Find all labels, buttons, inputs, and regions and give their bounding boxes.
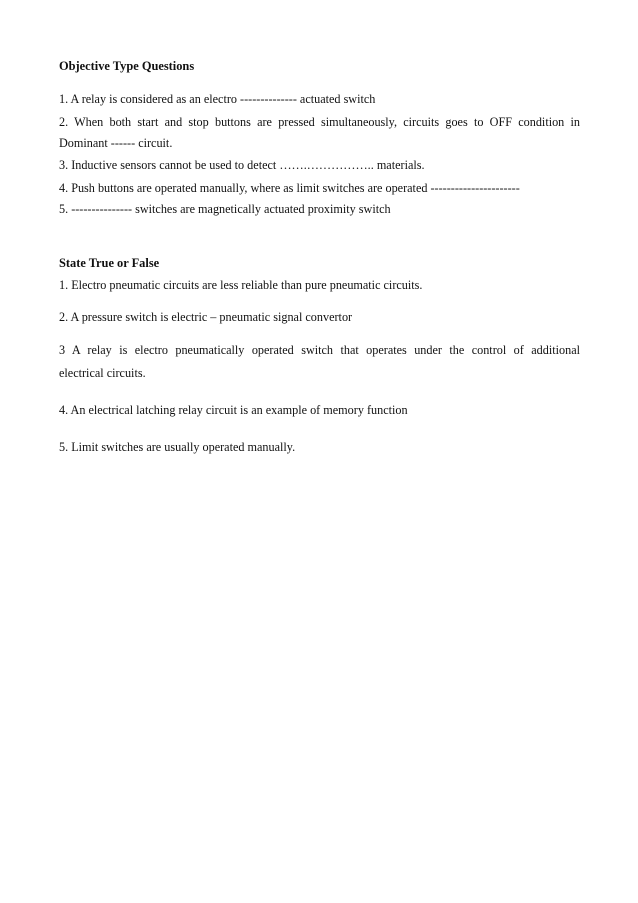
objective-question-5: 5. --------------- switches are magnetically actuated proximity switch [59,202,391,216]
objective-question-4: 4. Push buttons are operated manually, where as limit switches are operated ---------------------- [59,181,520,195]
objective-question-1: 1. A relay is considered as an electro -------------- actuated switch [59,92,376,106]
objective-question-3: 3. Inductive sensors cannot be used to detect …….…………….. materials. [59,158,425,172]
objective-question-2-line-1: 2. When both start and stop buttons are pressed simultaneously, circuits goes to OFF condition in [59,115,580,129]
true-false-statement-3-line-2: electrical circuits. [59,366,146,380]
true-false-statement-4: 4. An electrical latching relay circuit is an example of memory function [59,403,408,417]
objective-question-2-line-2: Dominant ------ circuit. [59,136,173,150]
true-false-statement-1: 1. Electro pneumatic circuits are less reliable than pure pneumatic circuits. [59,278,423,292]
true-false-statement-5: 5. Limit switches are usually operated manually. [59,440,296,454]
true-false-statement-3-line-1: 3 A relay is electro pneumatically operated switch that operates under the control of additional [59,343,580,357]
true-false-heading: State True or False [59,256,160,270]
objective-heading: Objective Type Questions [59,59,195,73]
true-false-statement-2: 2. A pressure switch is electric – pneumatic signal convertor [59,310,353,324]
